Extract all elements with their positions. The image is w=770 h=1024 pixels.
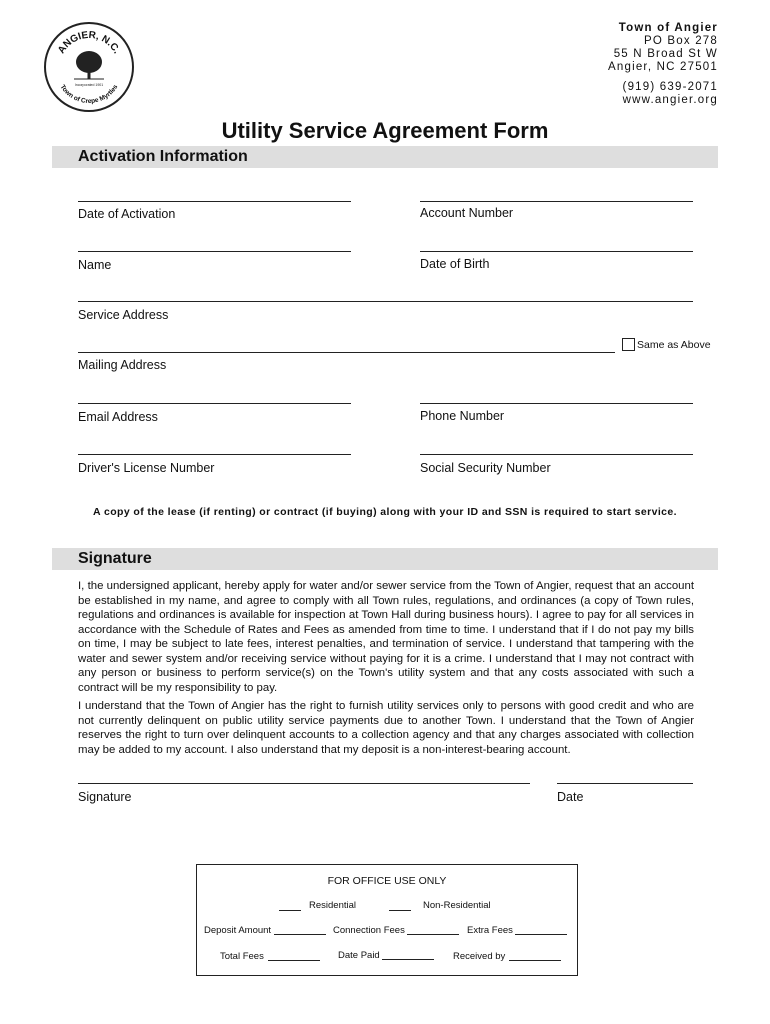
same-as-above-checkbox[interactable] xyxy=(622,338,635,351)
town-phone: (919) 639-2071 xyxy=(622,81,718,93)
seal-top-text: ANGIER, N.C. xyxy=(56,29,123,56)
drivers-license-label: Driver's License Number xyxy=(78,461,215,475)
same-as-above-label: Same as Above xyxy=(637,339,711,351)
signature-section-header xyxy=(52,548,718,570)
residential-field[interactable] xyxy=(279,910,301,911)
service-address-field[interactable] xyxy=(78,301,693,302)
date-paid-field[interactable] xyxy=(382,959,434,960)
id-requirement-notice: A copy of the lease (if renting) or contract (if buying) along with your ID and SSN is required to start service. xyxy=(93,506,677,518)
office-use-title: FOR OFFICE USE ONLY xyxy=(327,875,447,887)
total-fees-field[interactable] xyxy=(268,960,320,961)
date-label: Date xyxy=(557,790,584,804)
seal-center-text: Incorporated 1901 xyxy=(74,83,104,87)
received-by-field[interactable] xyxy=(509,960,561,961)
account-number-label: Account Number xyxy=(420,206,514,220)
received-by-label: Received by xyxy=(453,951,506,962)
extra-fees-field[interactable] xyxy=(515,934,567,935)
email-address-label: Email Address xyxy=(78,410,158,424)
ssn-label: Social Security Number xyxy=(420,461,551,475)
residential-label: Residential xyxy=(309,900,356,911)
mailing-address-label: Mailing Address xyxy=(78,358,167,372)
office-use-box xyxy=(196,864,578,976)
date-paid-label: Date Paid xyxy=(338,950,380,961)
email-address-field[interactable] xyxy=(78,403,351,404)
signature-heading: Signature xyxy=(78,550,152,567)
signature-label: Signature xyxy=(78,790,132,804)
street-address: 55 N Broad St W xyxy=(613,48,718,60)
ssn-field[interactable] xyxy=(420,454,693,455)
agreement-paragraph-2: I understand that the Town of Angier has the right to furnish utility services only to persons with good credit and who are not currently delinquent on public utility service payments due to another Town. I understand that the Town of Angier reserves the right to turn over delinquent accounts to a collection agency and that any charges associated with collection may be added to my account. I also understand that my deposit is a non-interest-bearing account. xyxy=(78,700,694,756)
connection-fees-label: Connection Fees xyxy=(333,925,405,936)
tree-seal-icon xyxy=(46,24,132,110)
activation-heading: Activation Information xyxy=(78,148,248,165)
date-of-birth-label: Date of Birth xyxy=(420,257,490,271)
date-field[interactable] xyxy=(557,783,693,784)
mailing-address-field[interactable] xyxy=(78,352,615,353)
date-of-activation-field[interactable] xyxy=(78,201,351,202)
date-of-activation-label: Date of Activation xyxy=(78,207,176,221)
town-website: www.angier.org xyxy=(622,94,718,106)
account-number-field[interactable] xyxy=(420,201,693,202)
service-address-label: Service Address xyxy=(78,308,169,322)
agreement-paragraph-1: I, the undersigned applicant, hereby apply for water and/or sewer service from the Town of Angier, request that an account be established in my name, and agree to comply with all Town rules, regulations, and ordinances (a copy of Town rules, regulations and ordinances is available for inspection at Town Hall during business hours). I agree to pay for all services in accordance with the Schedule of Rates and Fees as amended from time to time. I understand that if I do not pay my bills on time, I may be subject to late fees, interest penalties, and termination of service. I understand that tampering with the water and sewer system and/or receiving service without paying for it is a crime. I understand that I may not contract with any person or business to perform service(s) on the Town's utility system and that any costs associated with such a contract will be my responsibility to pay. xyxy=(78,580,694,694)
city-state-zip: Angier, NC 27501 xyxy=(608,61,718,73)
connection-fees-field[interactable] xyxy=(407,934,459,935)
extra-fees-label: Extra Fees xyxy=(467,925,513,936)
town-name: Town of Angier xyxy=(618,22,718,34)
drivers-license-field[interactable] xyxy=(78,454,351,455)
town-seal-logo xyxy=(44,22,134,112)
activation-section-header xyxy=(52,146,718,168)
total-fees-label: Total Fees xyxy=(220,951,264,962)
deposit-amount-label: Deposit Amount xyxy=(204,925,272,936)
phone-number-label: Phone Number xyxy=(420,409,505,423)
name-field[interactable] xyxy=(78,251,351,252)
non-residential-field[interactable] xyxy=(389,910,411,911)
date-of-birth-field[interactable] xyxy=(420,251,693,252)
deposit-amount-field[interactable] xyxy=(274,934,326,935)
name-label: Name xyxy=(78,258,112,272)
form-title: Utility Service Agreement Form xyxy=(221,118,549,143)
non-residential-label: Non-Residential xyxy=(423,900,491,911)
po-box: PO Box 278 xyxy=(643,35,718,47)
signature-field[interactable] xyxy=(78,783,530,784)
phone-number-field[interactable] xyxy=(420,403,693,404)
town-address-block xyxy=(608,22,718,107)
seal-bottom-text: Town of Crepe Myrtles xyxy=(58,83,120,106)
